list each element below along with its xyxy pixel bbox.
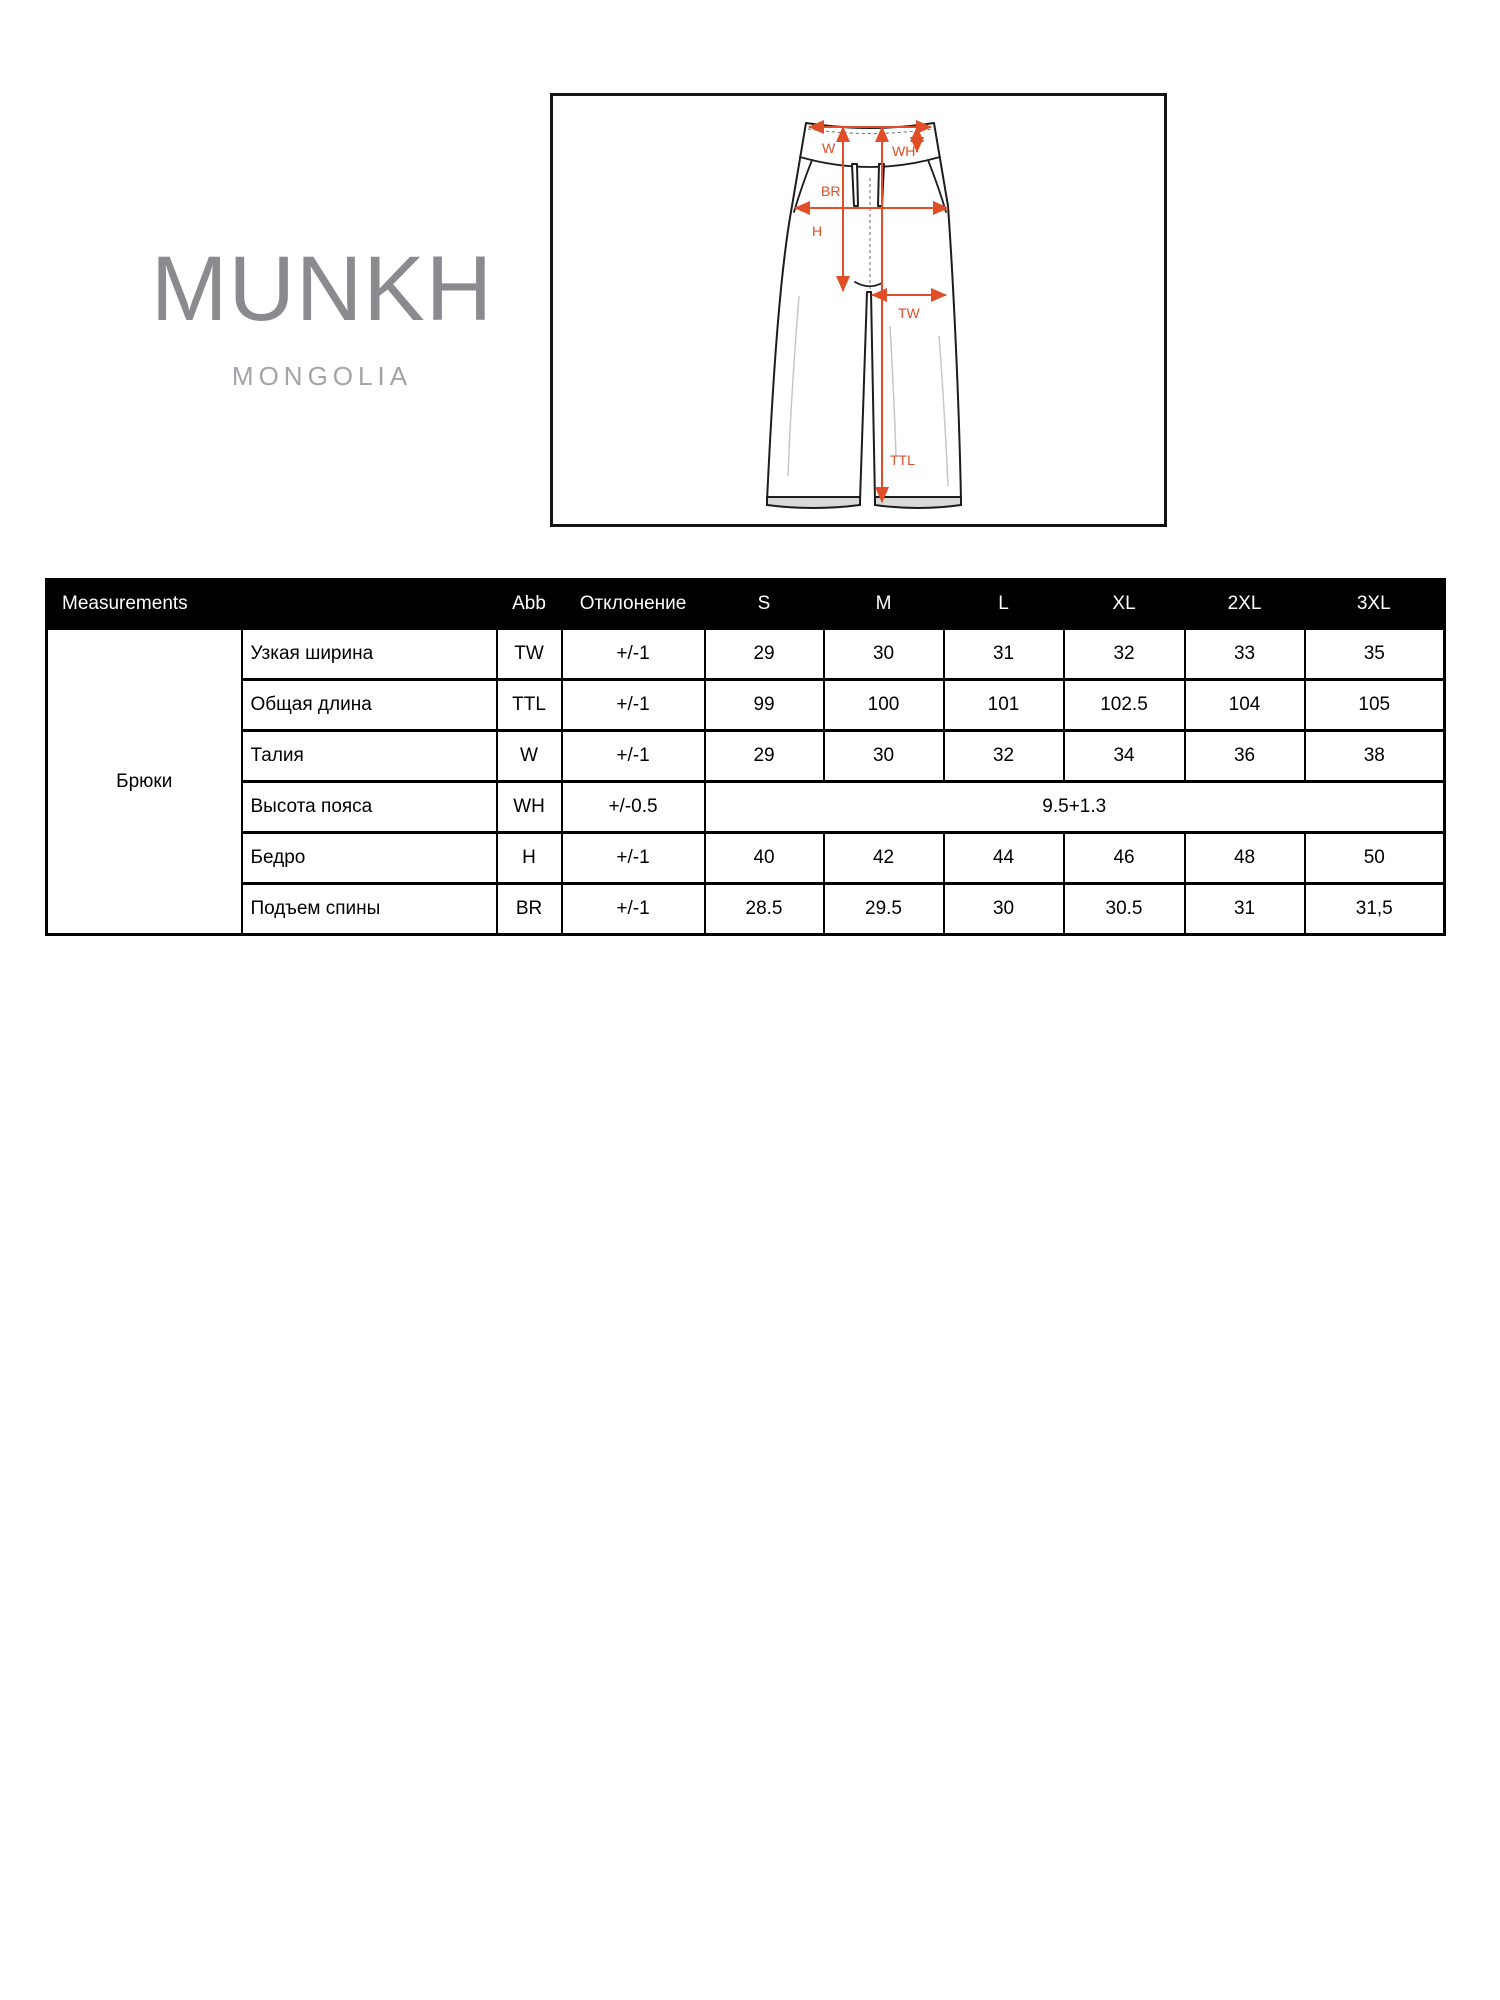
wh-label: WH (892, 143, 916, 159)
header-size-s: S (705, 580, 824, 629)
value-cell: 29.5 (824, 884, 944, 935)
row-name: Талия (242, 731, 497, 782)
row-deviation: +/-1 (562, 629, 705, 680)
value-cell: 31 (944, 629, 1064, 680)
value-cell: 100 (824, 680, 944, 731)
value-cell: 34 (1064, 731, 1185, 782)
pants-diagram (553, 96, 1164, 524)
value-cell: 36 (1185, 731, 1305, 782)
row-name: Узкая ширина (242, 629, 497, 680)
value-cell: 31,5 (1305, 884, 1445, 935)
table-row (47, 833, 1445, 884)
header-size-3xl: 3XL (1305, 580, 1445, 629)
row-deviation: +/-1 (562, 731, 705, 782)
tw-label: TW (898, 305, 920, 321)
row-name: Подъем спины (242, 884, 497, 935)
header-abb: Abb (497, 580, 562, 629)
row-deviation: +/-1 (562, 884, 705, 935)
row-abb: W (497, 731, 562, 782)
value-cell: 29 (705, 731, 824, 782)
value-cell: 46 (1064, 833, 1185, 884)
value-cell: 38 (1305, 731, 1445, 782)
value-cell: 30 (944, 884, 1064, 935)
pants-diagram-box (550, 93, 1167, 527)
value-cell: 30 (824, 731, 944, 782)
value-cell: 105 (1305, 680, 1445, 731)
br-label: BR (821, 183, 841, 199)
row-deviation: +/-1 (562, 833, 705, 884)
h-label: H (812, 223, 823, 239)
brand-subtitle: MONGOLIA (231, 361, 413, 391)
header-size-m: M (824, 580, 944, 629)
row-abb: TTL (497, 680, 562, 731)
table-row (47, 782, 1445, 833)
header-measurements: Measurements (47, 580, 497, 629)
value-cell: 102.5 (1064, 680, 1185, 731)
header-size-l: L (944, 580, 1064, 629)
value-cell: 31 (1185, 884, 1305, 935)
row-name: Высота пояса (242, 782, 497, 833)
value-cell: 35 (1305, 629, 1445, 680)
header-size-2xl: 2XL (1185, 580, 1305, 629)
pants-sketch (767, 123, 961, 508)
header-size-xl: XL (1064, 580, 1185, 629)
ttl-label: TTL (890, 452, 915, 468)
merged-value-cell: 9.5+1.3 (705, 782, 1445, 833)
row-name: Бедро (242, 833, 497, 884)
table-row (47, 884, 1445, 935)
value-cell: 99 (705, 680, 824, 731)
value-cell: 28.5 (705, 884, 824, 935)
measurements-table (45, 578, 1446, 936)
value-cell: 32 (944, 731, 1064, 782)
row-abb: BR (497, 884, 562, 935)
table-row (47, 731, 1445, 782)
row-deviation: +/-1 (562, 680, 705, 731)
row-abb: H (497, 833, 562, 884)
row-abb: TW (497, 629, 562, 680)
value-cell: 104 (1185, 680, 1305, 731)
table-row (47, 629, 1445, 680)
row-abb: WH (497, 782, 562, 833)
category-cell: Брюки (47, 629, 242, 935)
value-cell: 32 (1064, 629, 1185, 680)
brand-name: MUNKH (150, 238, 494, 340)
value-cell: 44 (944, 833, 1064, 884)
value-cell: 50 (1305, 833, 1445, 884)
value-cell: 48 (1185, 833, 1305, 884)
value-cell: 30 (824, 629, 944, 680)
table-row (47, 680, 1445, 731)
value-cell: 101 (944, 680, 1064, 731)
value-cell: 33 (1185, 629, 1305, 680)
value-cell: 40 (705, 833, 824, 884)
row-name: Общая длина (242, 680, 497, 731)
brand-logo (117, 238, 527, 392)
value-cell: 42 (824, 833, 944, 884)
w-label: W (822, 140, 836, 156)
row-deviation: +/-0.5 (562, 782, 705, 833)
value-cell: 29 (705, 629, 824, 680)
table-header-row (47, 580, 1445, 629)
header-deviation: Отклонение (562, 580, 705, 629)
value-cell: 30.5 (1064, 884, 1185, 935)
